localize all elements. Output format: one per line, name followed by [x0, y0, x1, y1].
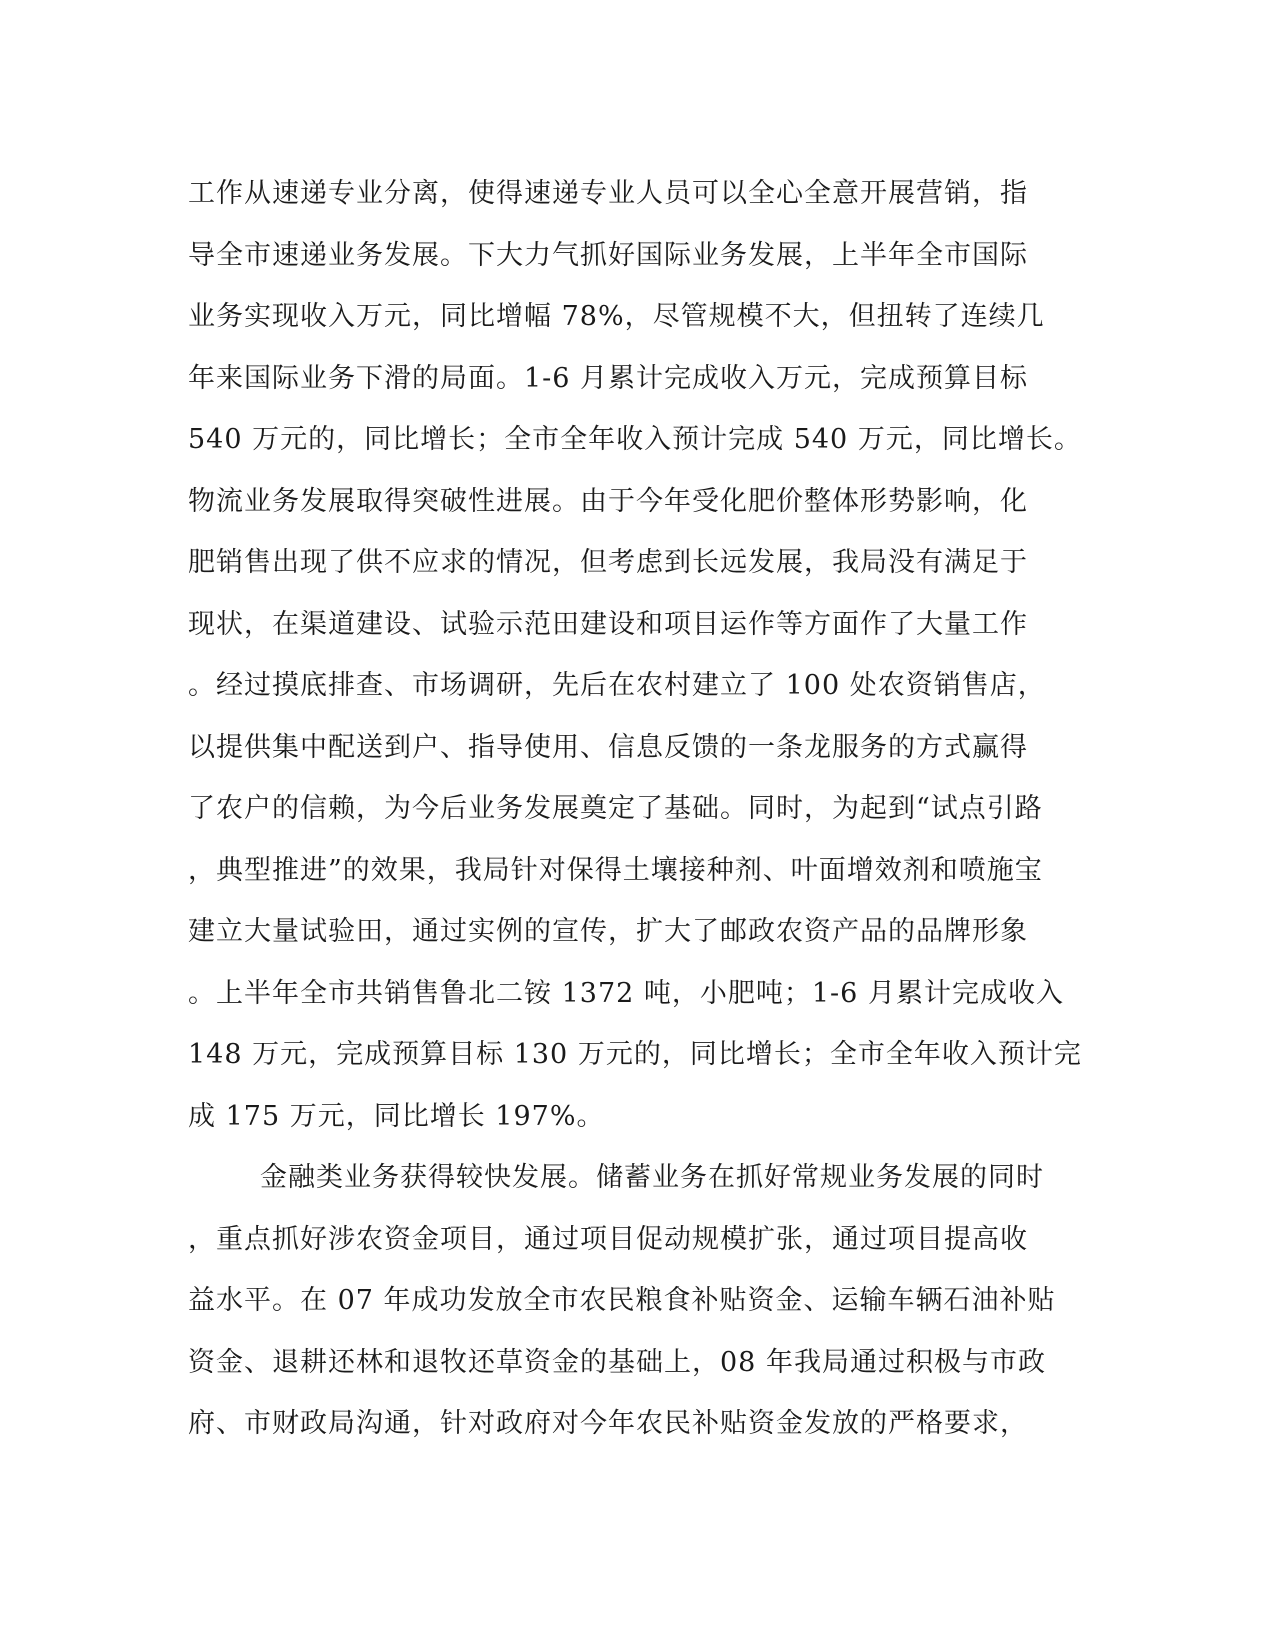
body-text	[188, 163, 1088, 1455]
text-line: 。上半年全市共销售鲁北二铵 1372 吨，小肥吨；1-6 月累计完成收入	[188, 977, 1064, 1009]
text-line: 导全市速递业务发展。下大力气抓好国际业务发展，上半年全市国际	[188, 239, 1028, 271]
paragraph-first-line: 金融类业务获得较快发展。储蓄业务在抓好常规业务发展的同时	[260, 1162, 1044, 1193]
text-line: 540 万元的，同比增长；全市全年收入预计完成 540 万元，同比增长。	[188, 424, 1082, 455]
text-line: 益水平。在 07 年成功发放全市农民粮食补贴资金、运输车辆石油补贴	[188, 1285, 1056, 1316]
text-line: 肥销售出现了供不应求的情况，但考虑到长远发展，我局没有满足于	[188, 547, 1028, 578]
text-line: 以提供集中配送到户、指导使用、信息反馈的一条龙服务的方式赢得	[188, 731, 1028, 763]
text-line: 物流业务发展取得突破性进展。由于今年受化肥价整体形势影响，化	[188, 485, 1028, 517]
text-line: 。经过摸底排查、市场调研，先后在农村建立了 100 处农资销售店，	[188, 670, 1046, 701]
text-line: 建立大量试验田，通过实例的宣传，扩大了邮政农资产品的品牌形象	[188, 916, 1028, 947]
text-line: 工作从速递专业分离，使得速递专业人员可以全心全意开展营销，指	[188, 178, 1028, 209]
text-line: 了农户的信赖，为今后业务发展奠定了基础。同时，为起到“试点引路	[188, 793, 1043, 824]
text-line: 年来国际业务下滑的局面。1-6 月累计完成收入万元，完成预算目标	[188, 362, 1029, 394]
text-line: ，重点抓好涉农资金项目，通过项目促动规模扩张，通过项目提高收	[188, 1223, 1028, 1255]
text-line: 现状，在渠道建设、试验示范田建设和项目运作等方面作了大量工作	[188, 608, 1028, 640]
text-line: 资金、退耕还林和退牧还草资金的基础上，08 年我局通过积极与市政	[188, 1346, 1046, 1378]
text-line: 府、市财政局沟通，针对政府对今年农民补贴资金发放的严格要求，	[188, 1408, 1028, 1439]
text-line: 148 万元，完成预算目标 130 万元的，同比增长；全市全年收入预计完	[188, 1039, 1082, 1070]
text-line: 成 175 万元，同比增长 197%。	[188, 1100, 605, 1132]
text-line: 业务实现收入万元，同比增幅 78%，尽管规模不大，但扭转了连续几	[188, 301, 1045, 332]
text-line: ，典型推进”的效果，我局针对保得土壤接种剂、叶面增效剂和喷施宝	[188, 854, 1043, 886]
